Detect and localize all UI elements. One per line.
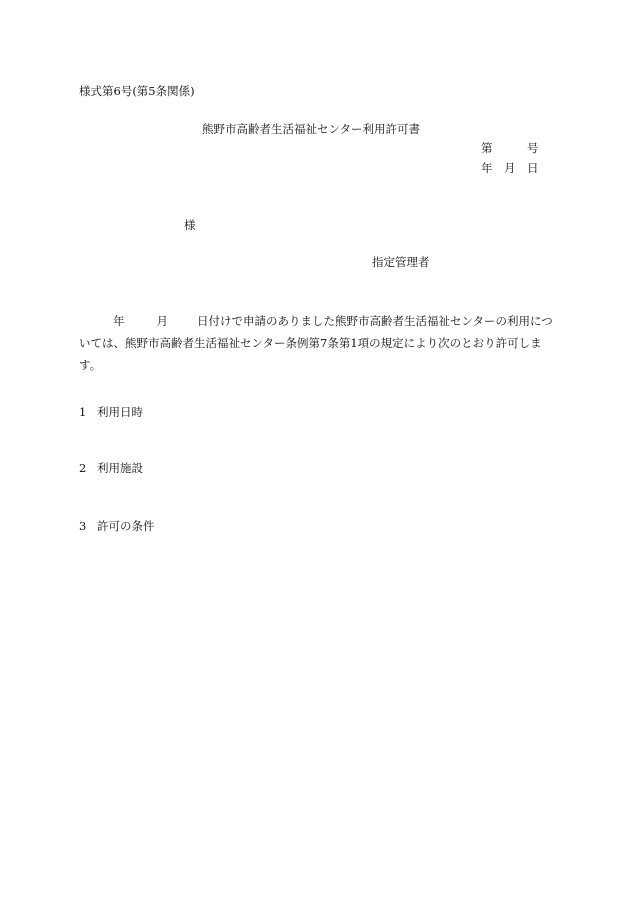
permission-body-text	[79, 310, 555, 376]
date-month-label: 月	[504, 161, 516, 175]
body-text-part-1: 日付けで申請のありました熊野市高齢者生活福祉センターの利用につ	[197, 314, 553, 328]
recipient-honorific: 様	[184, 218, 196, 232]
body-line-3: す。	[79, 358, 102, 372]
date-year-label: 年	[481, 161, 493, 175]
number-prefix: 第	[481, 141, 493, 155]
body-month-label: 月	[156, 314, 168, 328]
document-number-line	[481, 143, 539, 155]
item-label: 利用日時	[97, 405, 143, 419]
issuer-label: 指定管理者	[372, 255, 430, 269]
item-label: 利用施設	[97, 461, 143, 475]
condition-item-2	[79, 463, 143, 475]
body-year-label: 年	[113, 314, 125, 328]
date-day-label: 日	[527, 161, 539, 175]
form-number: 様式第6号(第5条関係)	[79, 84, 195, 98]
item-label: 許可の条件	[97, 519, 155, 533]
condition-item-3	[79, 521, 155, 533]
item-number: 2	[79, 461, 87, 475]
document-title: 熊野市高齢者生活福祉センター利用許可書	[202, 122, 421, 136]
condition-item-1	[79, 407, 143, 419]
body-line-2: いては、熊野市高齢者生活福祉センター条例第7条第1項の規定により次のとおり許可しま	[79, 336, 542, 350]
body-line-1	[79, 310, 555, 332]
number-suffix: 号	[527, 141, 539, 155]
item-number: 1	[79, 405, 87, 419]
item-number: 3	[79, 519, 87, 533]
